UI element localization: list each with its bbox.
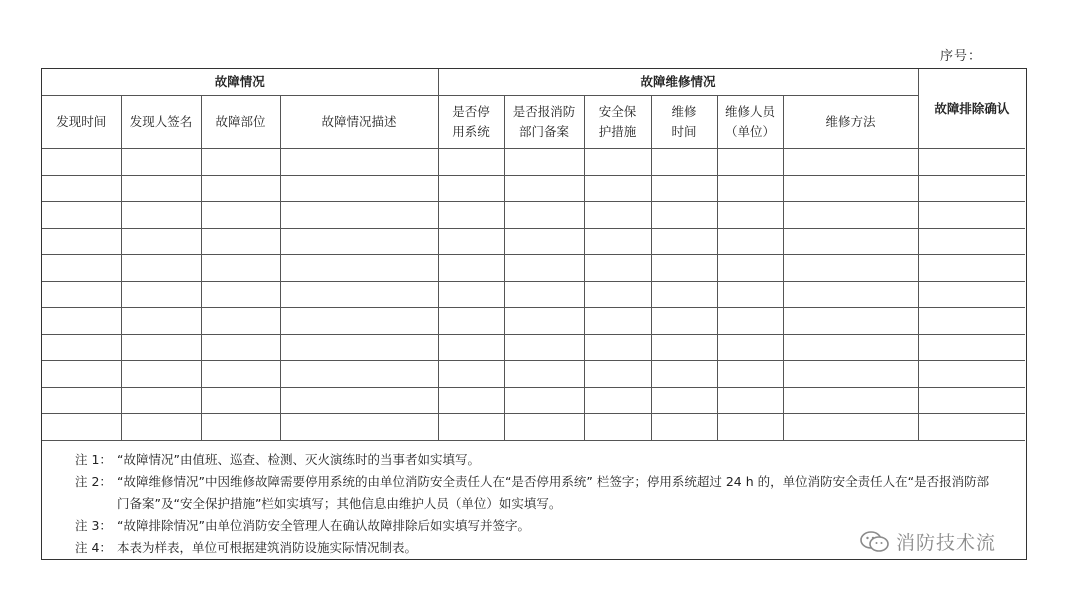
fault-situation-header: 故障情况 bbox=[42, 69, 438, 96]
column-header bbox=[121, 96, 201, 149]
table-cell[interactable] bbox=[651, 414, 717, 441]
table-cell[interactable] bbox=[651, 175, 717, 202]
table-cell[interactable] bbox=[918, 281, 1025, 308]
column-header-text: （单位） bbox=[725, 124, 776, 139]
column-header-text: 故障情况描述 bbox=[321, 114, 397, 129]
fault-table bbox=[42, 69, 1025, 441]
table-cell[interactable] bbox=[717, 308, 783, 335]
table-cell[interactable] bbox=[121, 281, 201, 308]
fault-record-form bbox=[41, 68, 1027, 560]
table-cell[interactable] bbox=[651, 334, 717, 361]
column-header-text: 维修 bbox=[671, 104, 697, 119]
note-item bbox=[75, 449, 1011, 471]
fault-repair-header: 故障维修情况 bbox=[438, 69, 918, 96]
column-header-text: 故障部位 bbox=[215, 114, 266, 129]
column-header-text: 是否报消防 bbox=[512, 104, 576, 119]
table-cell[interactable] bbox=[918, 361, 1025, 388]
column-header bbox=[783, 96, 918, 149]
column-header bbox=[651, 96, 717, 149]
table-cell[interactable] bbox=[121, 414, 201, 441]
table-cell[interactable] bbox=[280, 387, 438, 414]
table-cell[interactable] bbox=[280, 281, 438, 308]
table-cell[interactable] bbox=[201, 414, 280, 441]
table-cell[interactable] bbox=[918, 387, 1025, 414]
table-cell[interactable] bbox=[201, 202, 280, 229]
wechat-icon bbox=[860, 530, 890, 554]
table-cell[interactable] bbox=[504, 308, 584, 335]
table-cell[interactable] bbox=[918, 202, 1025, 229]
table-cell[interactable] bbox=[783, 308, 918, 335]
table-cell[interactable] bbox=[717, 361, 783, 388]
table-cell[interactable] bbox=[717, 387, 783, 414]
table-cell[interactable] bbox=[651, 308, 717, 335]
column-header-text: 发现人签名 bbox=[129, 114, 193, 129]
table-cell[interactable] bbox=[651, 387, 717, 414]
table-cell[interactable] bbox=[918, 228, 1025, 255]
table-cell[interactable] bbox=[121, 228, 201, 255]
table-cell[interactable] bbox=[121, 255, 201, 282]
table-cell[interactable] bbox=[504, 414, 584, 441]
table-cell[interactable] bbox=[201, 334, 280, 361]
table-cell[interactable] bbox=[280, 308, 438, 335]
table-row bbox=[42, 281, 1025, 308]
table-cell[interactable] bbox=[280, 255, 438, 282]
table-cell[interactable] bbox=[438, 228, 504, 255]
column-header bbox=[42, 96, 121, 149]
table-cell[interactable] bbox=[783, 334, 918, 361]
table-row bbox=[42, 228, 1025, 255]
table-cell[interactable] bbox=[438, 202, 504, 229]
table-cell[interactable] bbox=[42, 281, 121, 308]
table-cell[interactable] bbox=[717, 281, 783, 308]
table-cell[interactable] bbox=[121, 361, 201, 388]
column-header bbox=[280, 96, 438, 149]
table-cell[interactable] bbox=[584, 175, 651, 202]
note-label: 注 4： bbox=[75, 540, 112, 555]
note-label: 注 3： bbox=[75, 518, 112, 533]
table-cell[interactable] bbox=[438, 387, 504, 414]
table-cell[interactable] bbox=[651, 149, 717, 176]
table-cell[interactable] bbox=[717, 414, 783, 441]
table-cell[interactable] bbox=[717, 175, 783, 202]
table-cell[interactable] bbox=[717, 255, 783, 282]
table-cell[interactable] bbox=[42, 361, 121, 388]
serial-number-label: 序号： bbox=[940, 49, 983, 64]
table-cell[interactable] bbox=[280, 228, 438, 255]
column-header bbox=[438, 96, 504, 149]
column-header-text: 用系统 bbox=[452, 124, 490, 139]
table-cell[interactable] bbox=[280, 149, 438, 176]
table-cell[interactable] bbox=[584, 387, 651, 414]
table-row bbox=[42, 255, 1025, 282]
table-cell[interactable] bbox=[717, 228, 783, 255]
column-header bbox=[584, 96, 651, 149]
column-header-text: 部门备案 bbox=[519, 124, 570, 139]
table-cell[interactable] bbox=[584, 281, 651, 308]
table-cell[interactable] bbox=[438, 414, 504, 441]
table-cell[interactable] bbox=[717, 149, 783, 176]
table-cell[interactable] bbox=[438, 334, 504, 361]
table-cell[interactable] bbox=[717, 202, 783, 229]
table-cell[interactable] bbox=[438, 175, 504, 202]
table-cell[interactable] bbox=[438, 308, 504, 335]
table-cell[interactable] bbox=[584, 255, 651, 282]
table-cell[interactable] bbox=[438, 361, 504, 388]
table-cell[interactable] bbox=[42, 228, 121, 255]
table-cell[interactable] bbox=[504, 361, 584, 388]
table-cell[interactable] bbox=[918, 334, 1025, 361]
header-row-group bbox=[42, 69, 1025, 96]
table-cell[interactable] bbox=[504, 202, 584, 229]
table-cell[interactable] bbox=[121, 387, 201, 414]
note-text: 本表为样表，单位可根据建筑消防设施实际情况制表。 bbox=[117, 540, 418, 555]
column-header-text: 是否停 bbox=[452, 104, 490, 119]
table-cell[interactable] bbox=[783, 387, 918, 414]
column-header-text: 发现时间 bbox=[56, 114, 107, 129]
note-text: “故障情况”由值班、巡查、检测、灭火演练时的当事者如实填写。 bbox=[117, 452, 480, 467]
table-row bbox=[42, 387, 1025, 414]
table-cell[interactable] bbox=[201, 228, 280, 255]
table-cell[interactable] bbox=[42, 149, 121, 176]
note-item bbox=[75, 471, 1011, 515]
table-cell[interactable] bbox=[651, 281, 717, 308]
table-cell[interactable] bbox=[918, 308, 1025, 335]
table-cell[interactable] bbox=[918, 149, 1025, 176]
table-cell[interactable] bbox=[121, 202, 201, 229]
table-cell[interactable] bbox=[42, 334, 121, 361]
note-text: 门备案”及“安全保护措施”栏如实填写；其他信息由维护人员（单位）如实填写。 bbox=[117, 496, 562, 511]
watermark-text: 消防技术流 bbox=[896, 532, 997, 554]
table-cell[interactable] bbox=[201, 387, 280, 414]
table-cell[interactable] bbox=[280, 202, 438, 229]
table-cell[interactable] bbox=[121, 149, 201, 176]
table-cell[interactable] bbox=[584, 361, 651, 388]
table-cell[interactable] bbox=[783, 414, 918, 441]
column-header-text: 维修人员 bbox=[725, 104, 776, 119]
table-cell[interactable] bbox=[201, 281, 280, 308]
table-cell[interactable] bbox=[651, 361, 717, 388]
table-cell[interactable] bbox=[280, 361, 438, 388]
table-cell[interactable] bbox=[783, 228, 918, 255]
table-row bbox=[42, 361, 1025, 388]
table-cell[interactable] bbox=[918, 255, 1025, 282]
table-cell[interactable] bbox=[584, 202, 651, 229]
table-cell[interactable] bbox=[783, 361, 918, 388]
table-cell[interactable] bbox=[201, 308, 280, 335]
table-cell[interactable] bbox=[584, 308, 651, 335]
table-cell[interactable] bbox=[280, 175, 438, 202]
table-cell[interactable] bbox=[504, 255, 584, 282]
table-row bbox=[42, 175, 1025, 202]
table-cell[interactable] bbox=[783, 149, 918, 176]
table-cell[interactable] bbox=[201, 361, 280, 388]
table-cell[interactable] bbox=[918, 175, 1025, 202]
table-row bbox=[42, 202, 1025, 229]
table-cell[interactable] bbox=[42, 387, 121, 414]
table-cell[interactable] bbox=[201, 255, 280, 282]
table-cell[interactable] bbox=[918, 414, 1025, 441]
table-cell[interactable] bbox=[42, 202, 121, 229]
table-cell[interactable] bbox=[717, 334, 783, 361]
table-cell[interactable] bbox=[121, 308, 201, 335]
column-header-text: 维修方法 bbox=[825, 114, 876, 129]
column-header-text: 安全保 bbox=[598, 104, 637, 119]
table-cell[interactable] bbox=[783, 202, 918, 229]
table-cell[interactable] bbox=[584, 334, 651, 361]
table-cell[interactable] bbox=[783, 281, 918, 308]
table-row bbox=[42, 334, 1025, 361]
table-cell[interactable] bbox=[438, 281, 504, 308]
table-cell[interactable] bbox=[504, 175, 584, 202]
column-header-text: 时间 bbox=[671, 124, 697, 139]
table-cell[interactable] bbox=[783, 255, 918, 282]
table-cell[interactable] bbox=[121, 334, 201, 361]
table-cell[interactable] bbox=[504, 281, 584, 308]
table-cell[interactable] bbox=[42, 308, 121, 335]
table-row bbox=[42, 414, 1025, 441]
table-cell[interactable] bbox=[584, 228, 651, 255]
table-cell[interactable] bbox=[42, 255, 121, 282]
column-header-text: 护措施 bbox=[598, 124, 637, 139]
watermark bbox=[860, 528, 996, 555]
table-cell[interactable] bbox=[121, 175, 201, 202]
table-cell[interactable] bbox=[280, 414, 438, 441]
table-cell[interactable] bbox=[42, 414, 121, 441]
table-cell[interactable] bbox=[42, 175, 121, 202]
table-cell[interactable] bbox=[438, 255, 504, 282]
table-cell[interactable] bbox=[651, 202, 717, 229]
column-header bbox=[717, 96, 783, 149]
table-cell[interactable] bbox=[584, 149, 651, 176]
table-cell[interactable] bbox=[651, 255, 717, 282]
column-header bbox=[201, 96, 280, 149]
table-cell[interactable] bbox=[504, 334, 584, 361]
table-cell[interactable] bbox=[438, 149, 504, 176]
table-cell[interactable] bbox=[201, 175, 280, 202]
table-cell[interactable] bbox=[504, 387, 584, 414]
table-cell[interactable] bbox=[504, 149, 584, 176]
table-cell[interactable] bbox=[504, 228, 584, 255]
note-text: “故障维修情况”中因维修故障需要停用系统的由单位消防安全责任人在“是否停用系统” 栏签字；停用系统超过 24 h 的，单位消防安全责任人在“是否报消防部 bbox=[117, 474, 990, 489]
table-cell[interactable] bbox=[584, 414, 651, 441]
table-cell[interactable] bbox=[280, 334, 438, 361]
table-cell[interactable] bbox=[651, 228, 717, 255]
table-cell[interactable] bbox=[783, 175, 918, 202]
note-text: “故障排除情况”由单位消防安全管理人在确认故障排除后如实填写并签字。 bbox=[117, 518, 530, 533]
column-header bbox=[504, 96, 584, 149]
table-row bbox=[42, 149, 1025, 176]
fault-elimination-header: 故障排除确认 bbox=[918, 69, 1025, 149]
header-row-columns bbox=[42, 96, 1025, 149]
table-row bbox=[42, 308, 1025, 335]
note-label: 注 2： bbox=[75, 474, 112, 489]
table-cell[interactable] bbox=[201, 149, 280, 176]
note-label: 注 1： bbox=[75, 452, 112, 467]
